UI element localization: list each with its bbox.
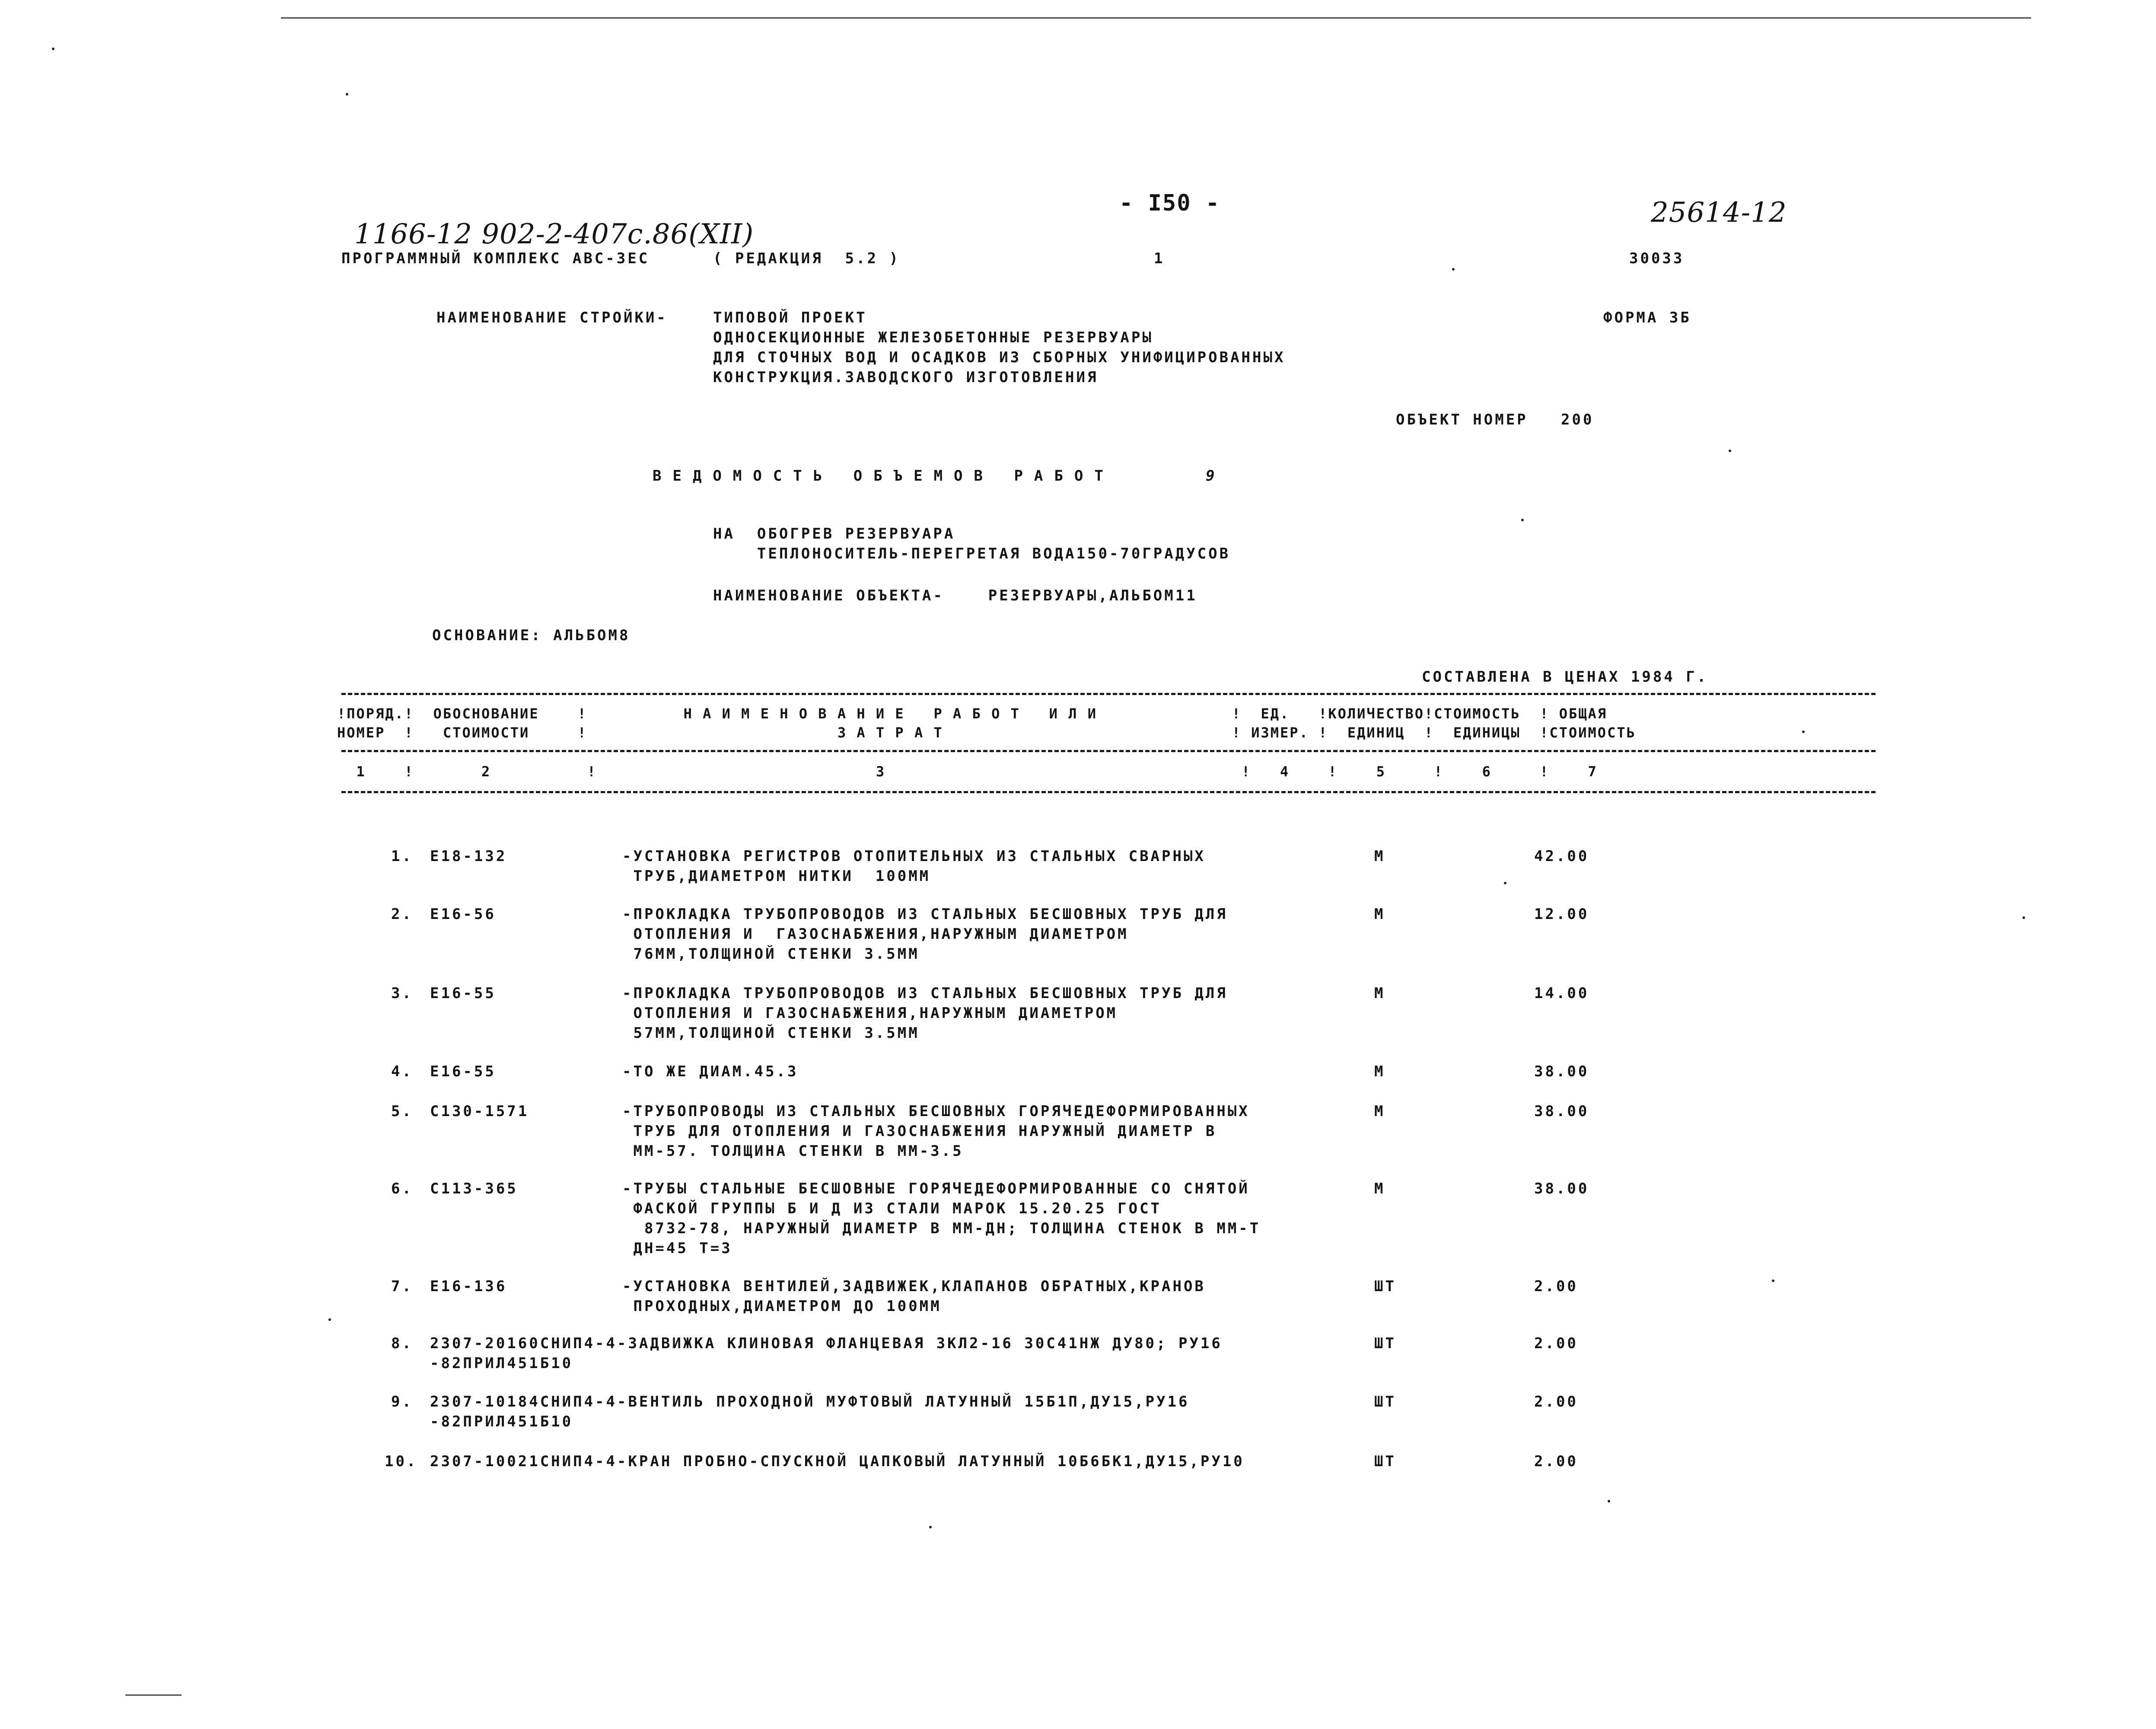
object-name: НАИМЕНОВАНИЕ ОБЪЕКТА- РЕЗЕРВУАРЫ,АЛЬБОМ11	[713, 587, 1197, 604]
project-line-1: ТИПОВОЙ ПРОЕКТ	[713, 309, 867, 326]
row-unit: ШТ	[1374, 1278, 1396, 1295]
scan-speck	[929, 1526, 932, 1528]
table-header-line-1: !ПОРЯД.! ОБОСНОВАНИЕ ! Н А И М Е Н О В А Н И Е Р А Б О Т И Л И ! ЕД. !КОЛИЧЕСТВО!СТОИМОСТЬ ! ОБЩАЯ	[337, 705, 1608, 722]
row-quantity: 2.00	[1534, 1453, 1578, 1470]
row-quantity: 2.00	[1534, 1278, 1578, 1295]
row-unit: ШТ	[1374, 1453, 1396, 1470]
row-cost-basis-continuation: -82ПРИЛ451Б10	[430, 1413, 573, 1430]
handwritten-sheet-code: 25614-12	[1651, 197, 1787, 229]
row-cost-basis-description: 2307-10184СНИП4-4-ВЕНТИЛЬ ПРОХОДНОЙ МУФТОВЫЙ ЛАТУННЫЙ 15Б1П,ДУ15,РУ16	[430, 1393, 1190, 1410]
row-unit: М	[1374, 1063, 1385, 1080]
row-unit: ШТ	[1374, 1393, 1396, 1410]
scan-mark	[125, 1694, 182, 1696]
row-description-line: -ПРОКЛАДКА ТРУБОПРОВОДОВ ИЗ СТАЛЬНЫХ БЕСШОВНЫХ ТРУБ ДЛЯ	[622, 985, 1228, 1002]
row-description-line: 8732-78, НАРУЖНЫЙ ДИАМЕТР В ММ-ДН; ТОЛЩИНА СТЕНОК В ММ-Т	[622, 1220, 1261, 1237]
row-number: 4.	[391, 1063, 413, 1080]
handwritten-archive-code: 1166-12 902-2-407с.86(XII)	[354, 218, 754, 250]
row-unit: ШТ	[1374, 1335, 1396, 1352]
row-description-line: ММ-57. ТОЛЩИНА СТЕНКИ В ММ-3.5	[622, 1142, 964, 1160]
table-header-line-2: НОМЕР ! СТОИМОСТИ ! З А Т Р А Т ! ИЗМЕР. ! ЕДИНИЦ ! ЕДИНИЦЫ !СТОИМОСТЬ	[337, 724, 1636, 741]
row-description-line: ПРОХОДНЫХ,ДИАМЕТРОМ ДО 100ММ	[622, 1298, 942, 1315]
price-basis: СОСТАВЛЕНА В ЦЕНАХ 1984 Г.	[1422, 668, 1708, 686]
row-description-line: 57ММ,ТОЛЩИНОЙ СТЕНКИ 3.5ММ	[622, 1024, 920, 1042]
scan-speck	[1452, 268, 1455, 271]
row-number: 8.	[391, 1335, 413, 1352]
row-quantity: 2.00	[1534, 1335, 1578, 1352]
purpose-line-2: ТЕПЛОНОСИТЕЛЬ-ПЕРЕГРЕТАЯ ВОДА150-70ГРАДУСОВ	[713, 545, 1231, 562]
row-unit: М	[1374, 848, 1385, 865]
row-cost-basis: С113-365	[430, 1180, 518, 1197]
form-label: ФОРМА 3Б	[1603, 309, 1691, 326]
project-line-4: КОНСТРУКЦИЯ.ЗАВОДСКОГО ИЗГОТОВЛЕНИЯ	[713, 369, 1099, 386]
scan-top-line	[281, 17, 2031, 19]
document-title: ВЕДОМОСТЬ ОБЪЕМОВ РАБОТ	[653, 467, 1115, 485]
row-cost-basis: Е16-55	[430, 1063, 496, 1080]
row-quantity: 2.00	[1534, 1393, 1578, 1410]
scan-speck	[1729, 450, 1731, 452]
scan-speck	[1504, 882, 1506, 884]
row-unit: М	[1374, 906, 1385, 923]
row-cost-basis: Е16-56	[430, 906, 496, 923]
object-number: ОБЪЕКТ НОМЕР 200	[1396, 411, 1594, 428]
row-number: 2.	[391, 906, 413, 923]
row-cost-basis: Е18-132	[430, 848, 507, 865]
row-description-line: ТРУБ ДЛЯ ОТОПЛЕНИЯ И ГАЗОСНАБЖЕНИЯ НАРУЖНЫЙ ДИАМЕТР В	[622, 1123, 1217, 1140]
row-number: 6.	[391, 1180, 413, 1197]
construction-label: НАИМЕНОВАНИЕ СТРОЙКИ-	[436, 309, 668, 326]
document-code: 30033	[1629, 250, 1685, 267]
row-number: 7.	[391, 1278, 413, 1295]
row-description-line: ДН=45 Т=3	[622, 1240, 732, 1257]
row-number: 5.	[391, 1103, 413, 1120]
basis-label: ОСНОВАНИЕ: АЛЬБОМ8	[432, 627, 631, 644]
row-description-line: -ТРУБОПРОВОДЫ ИЗ СТАЛЬНЫХ БЕСШОВНЫХ ГОРЯЧЕДЕФОРМИРОВАННЫХ	[622, 1103, 1250, 1120]
row-description-line: ОТОПЛЕНИЯ И ГАЗОСНАБЖЕНИЯ,НАРУЖНЫМ ДИАМЕТРОМ	[622, 925, 1129, 943]
row-description-line: 76ММ,ТОЛЩИНОЙ СТЕНКИ 3.5ММ	[622, 945, 920, 963]
sheet-number: 1	[1154, 250, 1165, 267]
row-description-line: ФАСКОЙ ГРУППЫ Б И Д ИЗ СТАЛИ МАРОК 15.20.25 ГОСТ	[622, 1200, 1162, 1217]
row-description-line: -ТО ЖЕ ДИАМ.45.3	[622, 1063, 799, 1080]
table-rule-index	[341, 791, 1876, 793]
table-column-index-row: 1 ! 2 ! 3 ! 4 ! 5 ! 6 ! 7	[337, 763, 1598, 780]
row-description-line: -УСТАНОВКА ВЕНТИЛЕЙ,ЗАДВИЖЕК,КЛАПАНОВ ОБРАТНЫХ,КРАНОВ	[622, 1278, 1206, 1295]
page-number: - I50 -	[1119, 190, 1220, 216]
program-edition: ( РЕДАКЦИЯ 5.2 )	[713, 250, 900, 267]
document-title-number: 9	[1206, 467, 1217, 485]
scan-speck	[1772, 1279, 1774, 1282]
row-quantity: 12.00	[1534, 906, 1589, 923]
program-name: ПРОГРАММНЫЙ КОМПЛЕКС АВС-3ЕС	[341, 250, 650, 267]
row-unit: М	[1374, 1180, 1385, 1197]
table-rule-header	[341, 750, 1876, 752]
row-cost-basis: Е16-136	[430, 1278, 507, 1295]
row-cost-basis-description: 2307-20160СНИП4-4-ЗАДВИЖКА КЛИНОВАЯ ФЛАНЦЕВАЯ 3КЛ2-16 30С41НЖ ДУ80; РУ16	[430, 1335, 1223, 1352]
row-quantity: 38.00	[1534, 1180, 1589, 1197]
scan-speck	[346, 93, 348, 96]
row-quantity: 14.00	[1534, 985, 1589, 1002]
row-cost-basis: Е16-55	[430, 985, 496, 1002]
row-description-line: -ПРОКЛАДКА ТРУБОПРОВОДОВ ИЗ СТАЛЬНЫХ БЕСШОВНЫХ ТРУБ ДЛЯ	[622, 906, 1228, 923]
row-unit: М	[1374, 985, 1385, 1002]
purpose-line-1: НА ОБОГРЕВ РЕЗЕРВУАРА	[713, 525, 955, 542]
row-description-line: ТРУБ,ДИАМЕТРОМ НИТКИ 100ММ	[622, 868, 931, 885]
row-quantity: 38.00	[1534, 1063, 1589, 1080]
row-number: 3.	[391, 985, 413, 1002]
row-number: 9.	[391, 1393, 413, 1410]
row-description-line: -ТРУБЫ СТАЛЬНЫЕ БЕСШОВНЫЕ ГОРЯЧЕДЕФОРМИРОВАННЫЕ СО СНЯТОЙ	[622, 1180, 1250, 1197]
row-description-line: -УСТАНОВКА РЕГИСТРОВ ОТОПИТЕЛЬНЫХ ИЗ СТАЛЬНЫХ СВАРНЫХ	[622, 848, 1206, 865]
scan-speck	[1802, 731, 1805, 733]
table-rule-top	[341, 693, 1876, 695]
scan-speck	[2022, 916, 2025, 919]
row-cost-basis-description: 2307-10021СНИП4-4-КРАН ПРОБНО-СПУСКНОЙ ЦАПКОВЫЙ ЛАТУННЫЙ 10Б6БК1,ДУ15,РУ10	[430, 1453, 1245, 1470]
row-quantity: 42.00	[1534, 848, 1589, 865]
project-line-3: ДЛЯ СТОЧНЫХ ВОД И ОСАДКОВ ИЗ СБОРНЫХ УНИФИЦИРОВАННЫХ	[713, 349, 1286, 366]
row-number: 1.	[391, 848, 413, 865]
project-line-2: ОДНОСЕКЦИОННЫЕ ЖЕЛЕЗОБЕТОННЫЕ РЕЗЕРВУАРЫ	[713, 329, 1153, 346]
row-cost-basis: С130-1571	[430, 1103, 529, 1120]
row-number: 10.	[385, 1453, 418, 1470]
row-unit: М	[1374, 1103, 1385, 1120]
scan-speck	[52, 48, 54, 50]
scan-speck	[1521, 519, 1524, 521]
row-description-line: ОТОПЛЕНИЯ И ГАЗОСНАБЖЕНИЯ,НАРУЖНЫМ ДИАМЕТРОМ	[622, 1005, 1118, 1022]
row-quantity: 38.00	[1534, 1103, 1589, 1120]
scan-speck	[1608, 1500, 1610, 1503]
scan-speck	[328, 1318, 331, 1321]
row-cost-basis-continuation: -82ПРИЛ451Б10	[430, 1355, 573, 1372]
